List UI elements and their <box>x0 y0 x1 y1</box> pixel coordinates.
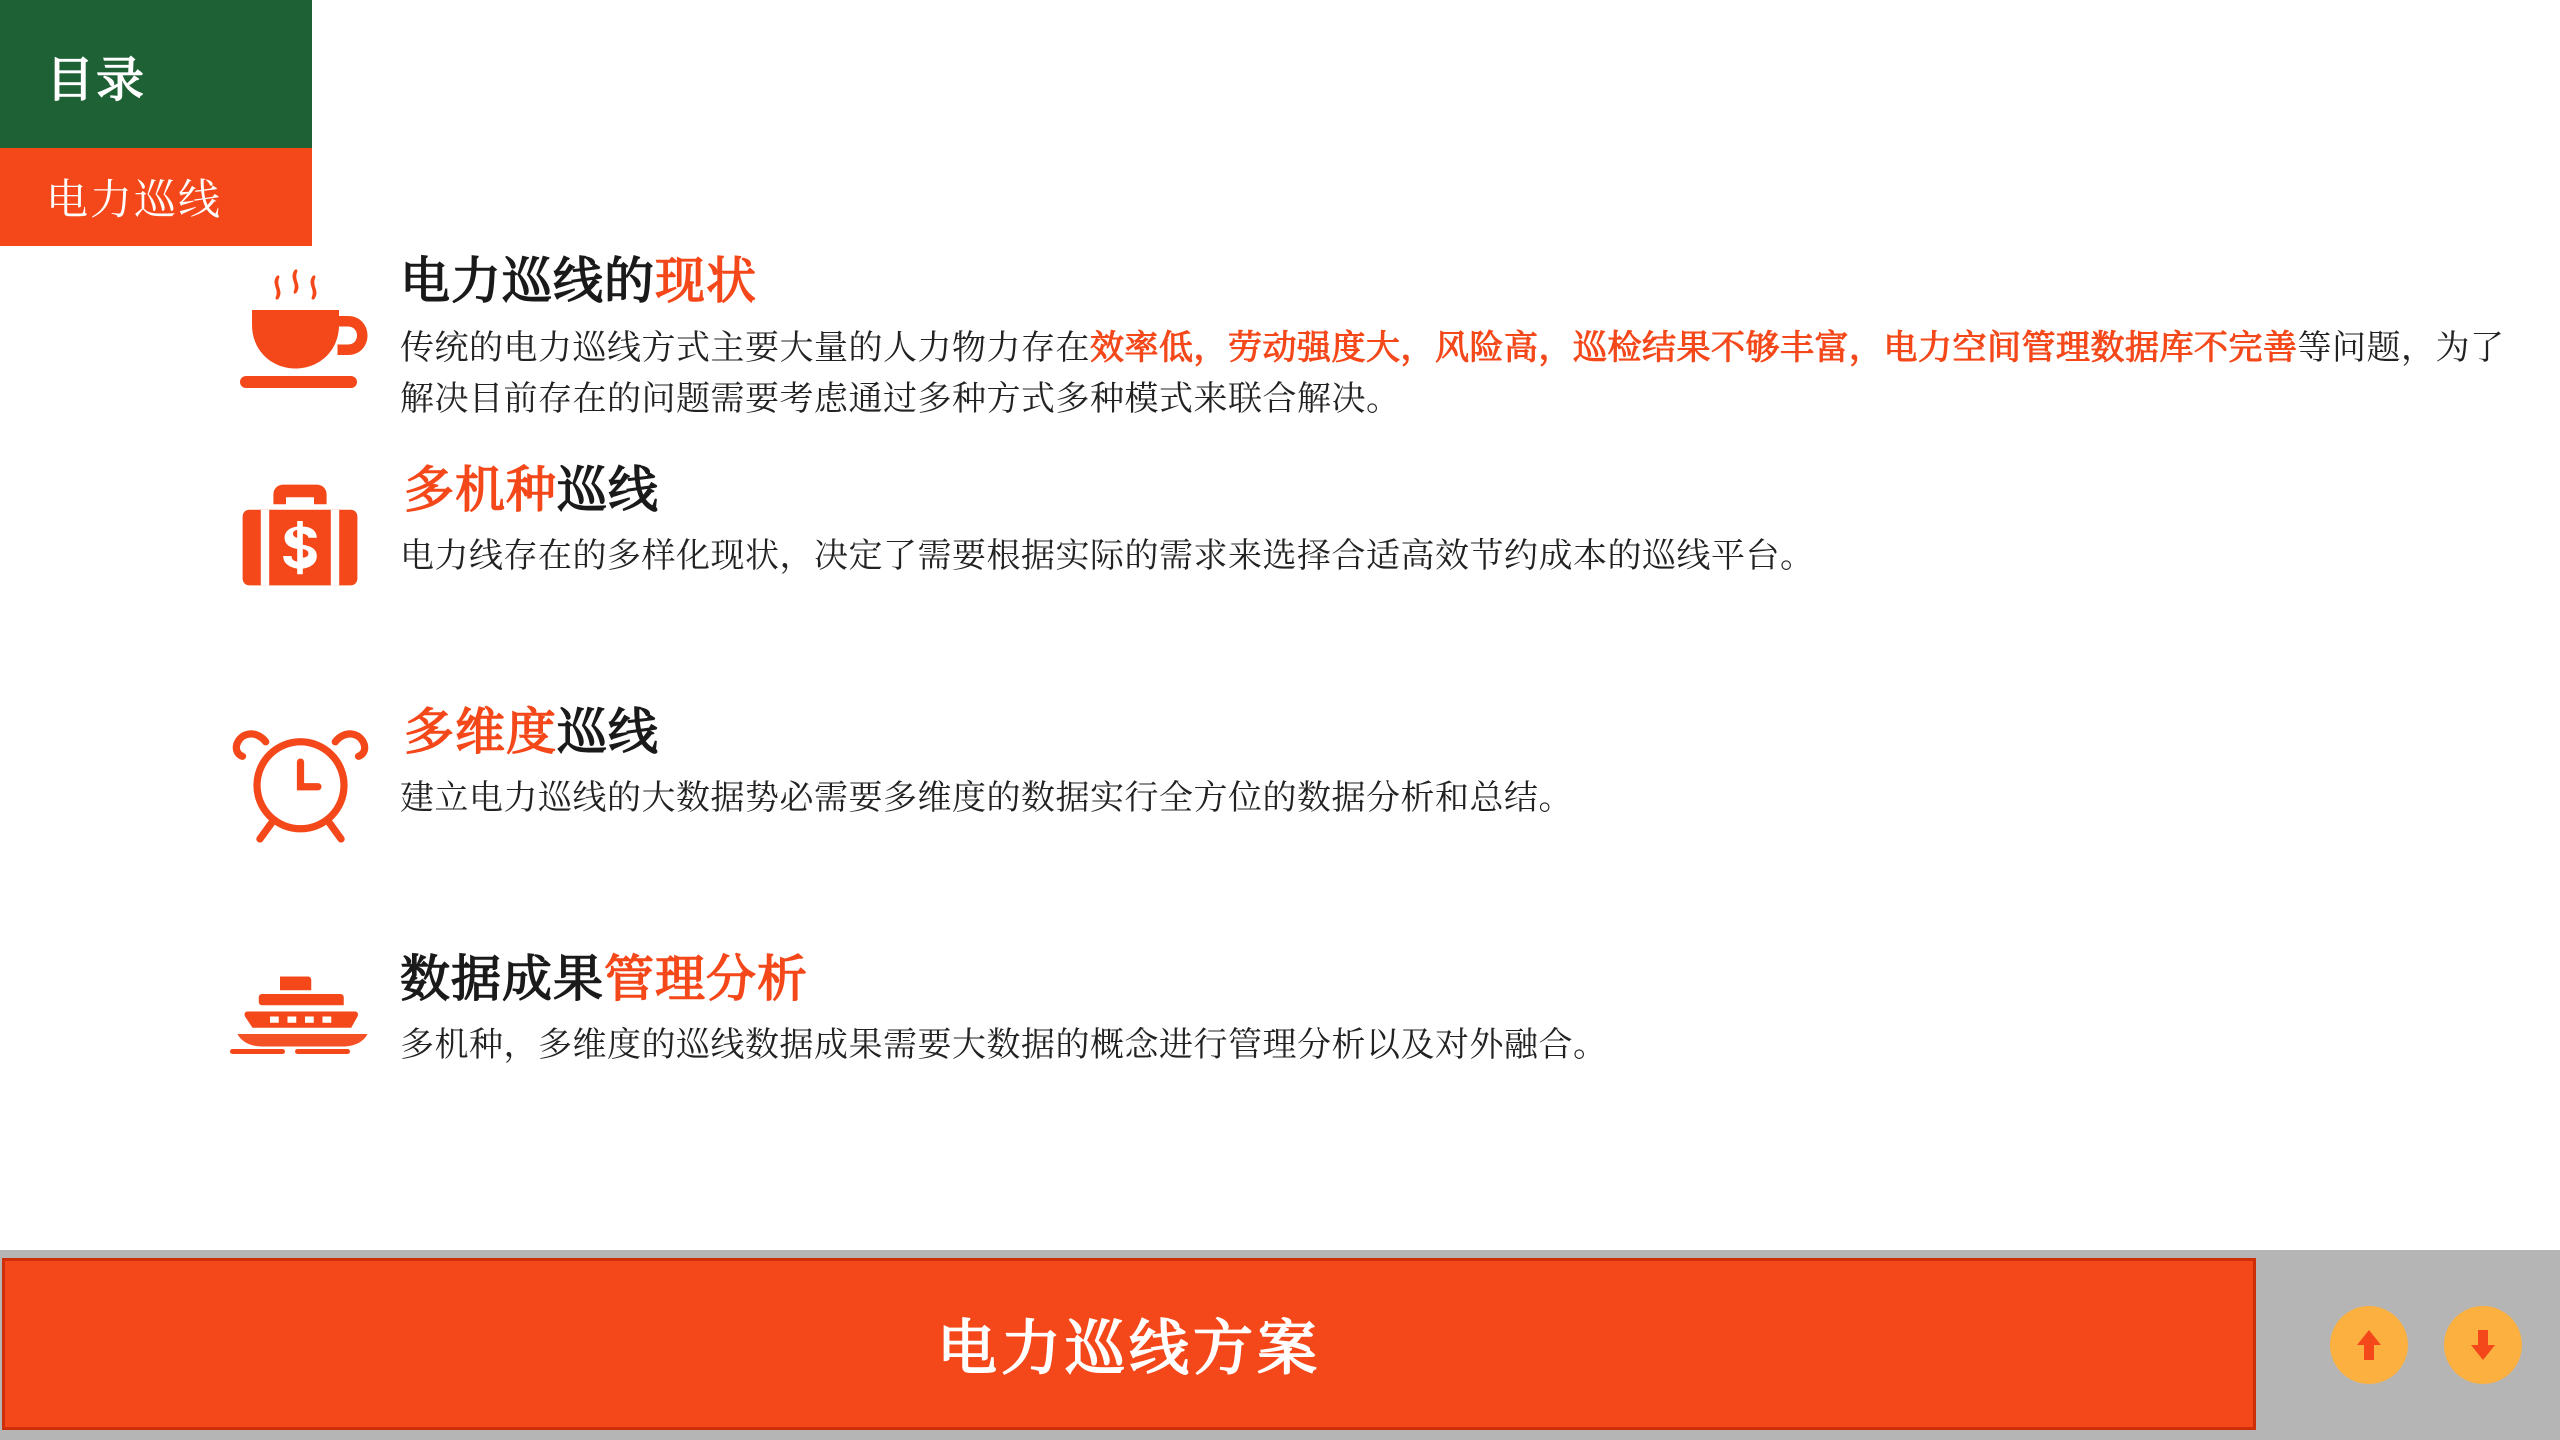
list-item-description <box>400 531 2530 582</box>
title-plain: 电力巡线的 <box>400 253 655 309</box>
list-item-description <box>400 773 2530 824</box>
list-item <box>200 459 2530 605</box>
scroll-up-button[interactable] <box>2330 1306 2408 1384</box>
list-item-title <box>400 250 2530 313</box>
list-item <box>200 250 2530 425</box>
list-item-title <box>400 701 2530 764</box>
footer-banner[interactable] <box>2 1258 2256 1430</box>
list-item-description <box>400 323 2530 425</box>
navigation-buttons <box>2330 1306 2522 1384</box>
alarm-clock-icon <box>200 701 400 852</box>
scroll-down-button[interactable] <box>2444 1306 2522 1384</box>
section-tabs <box>0 0 312 246</box>
desc-part-2: 等问题，为了解决目前存在的问题需要考虑通过多种方式多种模式来联合解决。 <box>400 328 2505 418</box>
list-item-body <box>400 701 2530 825</box>
tab-catalog-label: 目录 <box>46 54 147 107</box>
content-list <box>200 250 2530 1071</box>
list-item-body <box>400 948 2530 1072</box>
list-item-title <box>400 459 2530 522</box>
tab-catalog[interactable] <box>0 0 312 148</box>
list-item <box>200 948 2530 1072</box>
arrow-down-icon <box>2461 1323 2505 1367</box>
tab-current-label: 电力巡线 <box>46 176 223 223</box>
footer-bar <box>0 1250 2560 1440</box>
briefcase-dollar-icon <box>200 459 400 605</box>
tab-current-section[interactable] <box>0 148 312 246</box>
list-item-description <box>400 1020 2530 1071</box>
title-plain: 巡线 <box>557 461 659 518</box>
title-highlight: 现状 <box>655 253 757 309</box>
ship-icon <box>200 948 400 1064</box>
desc-part-1: 建立电力巡线的大数据势必需要多维度的数据实行全方位的数据分析和总结。 <box>400 779 1573 817</box>
footer-banner-label: 电力巡线方案 <box>937 1315 1321 1382</box>
arrow-up-icon <box>2347 1323 2391 1367</box>
desc-part-1: 传统的电力巡线方式主要大量的人力物力存在 <box>400 328 1090 367</box>
list-item-body <box>400 250 2530 425</box>
desc-part-1: 电力线存在的多样化现状，决定了需要根据实际的需求来选择合适高效节约成本的巡线平台。 <box>400 537 1815 575</box>
desc-part-1: 多机种，多维度的巡线数据成果需要大数据的概念进行管理分析以及对外融合。 <box>400 1026 1608 1064</box>
title-highlight: 多机种 <box>404 461 557 518</box>
desc-highlight: 效率低，劳动强度大，风险高，巡检结果不够丰富，电力空间管理数据库不完善 <box>1090 328 2298 367</box>
title-highlight: 管理分析 <box>604 950 808 1007</box>
coffee-cup-icon <box>200 250 400 406</box>
list-item-body <box>400 459 2530 583</box>
title-plain: 数据成果 <box>400 950 604 1007</box>
title-highlight: 多维度 <box>404 703 557 760</box>
title-plain: 巡线 <box>557 703 659 760</box>
list-item <box>200 701 2530 852</box>
list-item-title <box>400 948 2530 1011</box>
